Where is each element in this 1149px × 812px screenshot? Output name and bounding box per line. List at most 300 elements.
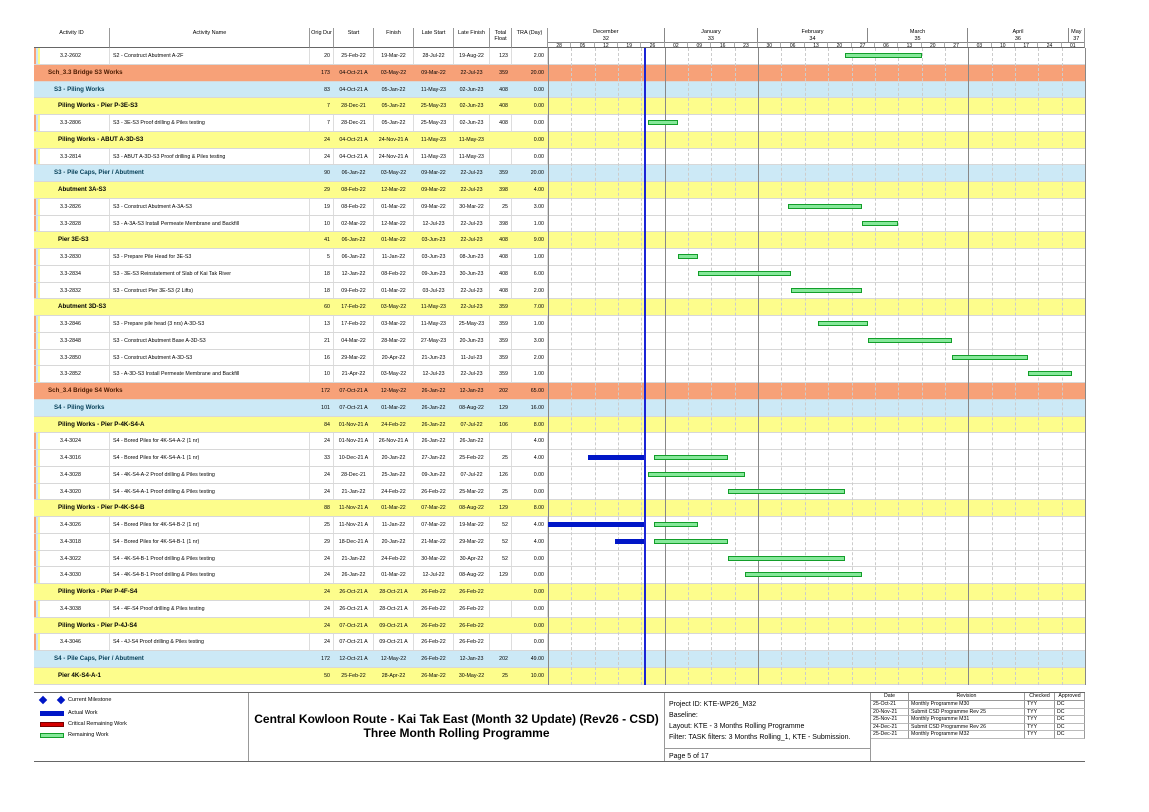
milestone-diamond-icon xyxy=(40,697,64,703)
cell-lf: 19-Mar-22 xyxy=(454,517,490,533)
legend-remaining-label: Remaining Work xyxy=(68,732,109,738)
col-header-total-float[interactable]: Total Float xyxy=(490,28,512,48)
cell-od: 24 xyxy=(310,484,334,500)
cell-tf xyxy=(490,618,512,634)
cell-od: 24 xyxy=(324,589,330,595)
baseline-label: Baseline: xyxy=(669,712,698,719)
cell-lf: 19-Aug-22 xyxy=(454,48,490,64)
cell-id: 3.4-3026 xyxy=(34,517,110,533)
timescale-header xyxy=(548,28,1085,48)
cell-tf: 126 xyxy=(490,467,512,483)
cell-tra: 0.00 xyxy=(512,149,548,165)
col-header-late-finish[interactable]: Late Finish xyxy=(454,28,490,48)
cell-tra: 4.00 xyxy=(533,187,544,193)
wbs-group-row[interactable] xyxy=(34,299,1085,316)
cell-od: 41 xyxy=(324,237,330,244)
cell-st: 06-Jan-22 xyxy=(341,237,366,244)
wbs-group-row[interactable] xyxy=(34,82,1085,99)
cell-st: 02-Mar-22 xyxy=(334,216,374,232)
cell-lf: 22-Jul-23 xyxy=(460,69,483,76)
cell-lf: 11-Jul-23 xyxy=(454,350,490,366)
cell-lf: 30-Jun-23 xyxy=(454,266,490,282)
cell-tf: 202 xyxy=(499,656,508,662)
timescale-week: 17 xyxy=(1015,42,1038,48)
activity-row[interactable] xyxy=(34,283,1085,300)
cell-tf xyxy=(490,433,512,449)
cell-tra: 4.00 xyxy=(512,534,548,550)
timescale-week: 02 xyxy=(665,42,688,48)
revision-cell-date: 25-Nov-21 xyxy=(871,716,909,724)
cell-name: S3 - A-3D-S3 Install Permeate Membrane and Backfill xyxy=(110,366,310,382)
cell-name: Piling Works - Pier P-4K-S4-B xyxy=(58,504,145,512)
activity-row[interactable] xyxy=(34,601,1085,618)
cell-id: 3.3-2828 xyxy=(34,216,110,232)
wbs-group-row[interactable] xyxy=(34,618,1085,635)
activity-row[interactable] xyxy=(34,316,1085,333)
timescale-week: 01 xyxy=(1062,42,1085,48)
cell-tf: 52 xyxy=(490,534,512,550)
cell-st: 17-Feb-22 xyxy=(341,304,366,311)
wbs-group-row[interactable] xyxy=(34,65,1085,82)
wbs-group-row[interactable] xyxy=(34,417,1085,434)
activity-row[interactable] xyxy=(34,450,1085,467)
revision-cell-checked: TYY xyxy=(1025,731,1055,739)
wbs-group-row[interactable] xyxy=(34,400,1085,417)
timescale-week: 28 xyxy=(548,42,571,48)
cell-ls: 12-Jul-23 xyxy=(414,366,454,382)
cell-tra: 9.00 xyxy=(533,237,544,244)
cell-od: 24 xyxy=(310,467,334,483)
cell-st: 11-Nov-21 A xyxy=(338,505,369,512)
cell-fi: 25-Jan-22 xyxy=(374,467,414,483)
cell-tra: 1.00 xyxy=(512,366,548,382)
activity-row[interactable] xyxy=(34,366,1085,383)
cell-od: 7 xyxy=(327,103,330,110)
cell-tra: 10.00 xyxy=(530,672,544,679)
layout-label: Layout: KTE - 3 Months Rolling Programme xyxy=(669,723,805,730)
cell-ls: 30-Mar-22 xyxy=(414,551,454,567)
cell-ls: 25-May-23 xyxy=(420,103,447,110)
cell-lf: 22-Jul-23 xyxy=(454,366,490,382)
cell-st: 28-Dec-21 xyxy=(334,467,374,483)
cell-fi: 01-Mar-22 xyxy=(381,505,406,512)
cell-od: 25 xyxy=(310,517,334,533)
cell-tra: 0.00 xyxy=(533,622,544,629)
cell-tf: 25 xyxy=(490,450,512,466)
cell-st: 21-Apr-22 xyxy=(334,366,374,382)
cell-od: 24 xyxy=(310,567,334,583)
cell-fi: 26-Nov-21 A xyxy=(374,433,414,449)
wbs-group-row[interactable] xyxy=(34,500,1085,517)
cell-name: S4 - Pile Caps, Pier / Abutment xyxy=(54,655,144,662)
cell-fi: 01-Mar-22 xyxy=(374,567,414,583)
cell-ls: 28-Jul-22 xyxy=(414,48,454,64)
cell-tf: 25 xyxy=(502,672,508,679)
cell-name: S3 - Construct Abutment A-3A-S3 xyxy=(110,199,310,215)
cell-lf: 22-Jul-23 xyxy=(460,237,483,244)
activity-row[interactable] xyxy=(34,249,1085,266)
timescale-month: March 35 xyxy=(868,28,968,42)
cell-tf: 25 xyxy=(490,199,512,215)
cell-ls: 21-Jun-23 xyxy=(414,350,454,366)
cell-tra: 0.00 xyxy=(512,551,548,567)
cell-ls: 25-May-23 xyxy=(414,115,454,131)
wbs-group-row[interactable] xyxy=(34,98,1085,115)
cell-tf xyxy=(490,584,512,600)
cell-lf: 12-Jan-23 xyxy=(459,388,484,394)
cell-tra: 16.00 xyxy=(530,404,544,411)
filter-label: Filter: TASK filters: 3 Months Rolling_1, KTE - Submission. xyxy=(669,734,851,741)
cell-tra: 0.00 xyxy=(533,86,544,93)
cell-id: 3.4-3024 xyxy=(34,433,110,449)
activity-row[interactable] xyxy=(34,567,1085,584)
legend-milestone-label: Current Milestone xyxy=(68,697,112,703)
cell-st: 04-Oct-21 A xyxy=(334,149,374,165)
cell-od: 10 xyxy=(310,366,334,382)
revision-header-rev: Revision xyxy=(909,693,1025,701)
wbs-group-row[interactable] xyxy=(34,232,1085,249)
cell-fi: 03-Mar-22 xyxy=(374,316,414,332)
timescale-week: 10 xyxy=(992,42,1015,48)
wbs-group-row[interactable] xyxy=(34,165,1085,182)
cell-fi: 24-Nov-21 A xyxy=(374,149,414,165)
cell-tra: 8.00 xyxy=(533,421,544,428)
cell-ls: 12-Jul-22 xyxy=(414,567,454,583)
cell-od: 21 xyxy=(310,333,334,349)
cell-tf: 106 xyxy=(499,421,508,428)
cell-ls: 26-Jan-22 xyxy=(414,433,454,449)
cell-od: 101 xyxy=(321,404,330,411)
cell-st: 07-Oct-21 A xyxy=(339,388,368,394)
cell-tra: 2.00 xyxy=(512,283,548,299)
cell-fi: 24-Feb-22 xyxy=(381,421,406,428)
col-header-activity-id[interactable]: Activity ID xyxy=(34,28,110,48)
cell-lf: 26-Feb-22 xyxy=(459,589,484,595)
cell-st: 07-Oct-21 A xyxy=(334,634,374,650)
cell-ls: 26-Jan-22 xyxy=(421,404,446,411)
cell-name: S3 - 3E-S3 Reinstatement of Slab of Kai Tak River xyxy=(110,266,310,282)
cell-lf: 30-Mar-22 xyxy=(454,199,490,215)
activity-row[interactable] xyxy=(34,333,1085,350)
revision-header-checked: Checked xyxy=(1025,693,1055,701)
cell-tf: 359 xyxy=(490,366,512,382)
cell-fi: 01-Mar-22 xyxy=(381,237,406,244)
cell-name: S3 - ABUT A-3D-S3 Proof drilling & Piles testing xyxy=(110,149,310,165)
cell-fi: 28-Apr-22 xyxy=(381,672,406,679)
cell-ls: 26-Feb-22 xyxy=(414,634,454,650)
activity-row[interactable] xyxy=(34,634,1085,651)
cell-tf: 129 xyxy=(499,404,508,411)
cell-fi: 05-Jan-22 xyxy=(381,103,406,110)
cell-name: S4 - 4J-S4 Proof drilling & Piles testing xyxy=(110,634,310,650)
cell-od: 24 xyxy=(310,433,334,449)
legend-actual xyxy=(40,710,98,716)
cell-name: Abutment 3A-S3 xyxy=(58,186,107,193)
cell-tra: 6.00 xyxy=(512,266,548,282)
activity-row[interactable] xyxy=(34,216,1085,233)
cell-tf: 129 xyxy=(490,567,512,583)
col-header-orig-dur[interactable]: Orig Dur xyxy=(310,28,334,48)
activity-row[interactable] xyxy=(34,266,1085,283)
activity-row[interactable] xyxy=(34,517,1085,534)
cell-fi: 09-Oct-21 A xyxy=(379,622,408,629)
cell-name: S4 - Piling Works xyxy=(54,403,105,411)
cell-id: 3.3-2806 xyxy=(34,115,110,131)
cell-lf: 22-Jul-23 xyxy=(454,283,490,299)
cell-lf: 29-Mar-22 xyxy=(454,534,490,550)
revision-cell-approved: DC xyxy=(1055,701,1085,709)
revision-cell-approved: DC xyxy=(1055,731,1085,739)
wbs-group-row[interactable] xyxy=(34,182,1085,199)
cell-od: 90 xyxy=(324,170,330,177)
cell-tf: 359 xyxy=(499,69,508,76)
col-header-late-start[interactable]: Late Start xyxy=(414,28,454,48)
activity-row[interactable] xyxy=(34,48,1085,65)
cell-id: 3.4-3030 xyxy=(34,567,110,583)
timescale-week: 27 xyxy=(852,42,875,48)
cell-name: S4 - 4K-S4-A-2 Proof drilling & Piles testing xyxy=(110,467,310,483)
cell-name: Piling Works - Pier P-3E-S3 xyxy=(58,102,138,110)
cell-lf: 02-Jun-23 xyxy=(454,115,490,131)
revision-cell-approved: DC xyxy=(1055,716,1085,724)
cell-id: 3.4-3016 xyxy=(34,450,110,466)
revision-cell-checked: TYY xyxy=(1025,701,1055,709)
cell-od: 10 xyxy=(310,216,334,232)
cell-id: 3.3-2848 xyxy=(34,333,110,349)
cell-lf: 12-Jan-23 xyxy=(459,656,484,662)
activity-row[interactable] xyxy=(34,149,1085,166)
cell-lf: 08-Aug-22 xyxy=(459,505,484,512)
cell-name: S4 - Bored Piles for 4K-S4-B-2 (1 nr) xyxy=(110,517,310,533)
cell-name: S3 - Construct Pier 3E-S3 (2 Lifts) xyxy=(110,283,310,299)
cell-st: 26-Jan-22 xyxy=(334,567,374,583)
cell-name: S4 - Bored Piles for 4K-S4-A-2 (1 nr) xyxy=(110,433,310,449)
cell-od: 172 xyxy=(321,388,330,394)
cell-lf: 22-Jul-23 xyxy=(460,304,483,311)
cell-fi: 03-May-22 xyxy=(380,170,407,177)
cell-st: 04-Oct-21 A xyxy=(339,69,368,76)
cell-od: 13 xyxy=(310,316,334,332)
cell-id: 3.3-2814 xyxy=(34,149,110,165)
cell-name: S4 - Bored Piles for 4K-S4-B-1 (1 nr) xyxy=(110,534,310,550)
cell-st: 04-Oct-21 A xyxy=(339,136,368,143)
timescale-week: 06 xyxy=(781,42,804,48)
cell-tra: 3.00 xyxy=(512,199,548,215)
cell-fi: 03-May-22 xyxy=(380,69,407,76)
cell-tf xyxy=(490,149,512,165)
activity-row[interactable] xyxy=(34,350,1085,367)
cell-lf: 26-Feb-22 xyxy=(454,601,490,617)
cell-tf: 52 xyxy=(490,551,512,567)
timescale-week: 26 xyxy=(641,42,664,48)
cell-fi: 01-Mar-22 xyxy=(381,404,406,411)
cell-name: Piling Works - Pier P-4J-S4 xyxy=(58,621,137,629)
cell-name: S3 - Construct Abutment Base A-3D-S3 xyxy=(110,333,310,349)
col-header-start[interactable]: Start xyxy=(334,28,374,48)
cell-name: Abutment 3D-S3 xyxy=(58,303,107,311)
cell-tf: 52 xyxy=(490,517,512,533)
cell-od: 88 xyxy=(324,505,330,512)
cell-tf: 359 xyxy=(490,333,512,349)
cell-ls: 11-May-23 xyxy=(421,86,446,93)
cell-ls: 27-Jan-22 xyxy=(414,450,454,466)
activity-row[interactable] xyxy=(34,467,1085,484)
cell-tra: 20.00 xyxy=(530,170,544,177)
cell-ls: 11-May-23 xyxy=(414,316,454,332)
cell-od: 5 xyxy=(310,249,334,265)
cell-tra: 0.00 xyxy=(512,567,548,583)
col-header-finish[interactable]: Finish xyxy=(374,28,414,48)
activity-row[interactable] xyxy=(34,551,1085,568)
cell-od: 24 xyxy=(310,601,334,617)
cell-lf: 26-Feb-22 xyxy=(459,622,484,629)
cell-tra: 0.00 xyxy=(512,634,548,650)
revision-cell-date: 24-Dec-21 xyxy=(871,724,909,732)
cell-st: 12-Oct-21 A xyxy=(339,656,368,662)
cell-fi: 24-Feb-22 xyxy=(374,551,414,567)
cell-od: 29 xyxy=(310,534,334,550)
legend-actual-label: Actual Work xyxy=(68,710,98,716)
cell-fi: 12-Mar-22 xyxy=(381,187,406,193)
cell-fi: 05-Jan-22 xyxy=(381,86,406,93)
cell-fi: 28-Mar-22 xyxy=(374,333,414,349)
cell-tra: 0.00 xyxy=(512,601,548,617)
timescale-month: December 32 xyxy=(548,28,665,42)
cell-tra: 4.00 xyxy=(512,450,548,466)
cell-st: 21-Jan-22 xyxy=(334,551,374,567)
wbs-group-row[interactable] xyxy=(34,383,1085,400)
cell-fi: 24-Nov-21 A xyxy=(378,136,409,143)
cell-lf: 25-Feb-22 xyxy=(454,450,490,466)
cell-od: 29 xyxy=(324,187,330,193)
cell-id: 3.3-2850 xyxy=(34,350,110,366)
cell-ls: 09-Jun-23 xyxy=(414,266,454,282)
cell-ls: 09-Mar-22 xyxy=(421,187,446,193)
legend-critical-label: Critical Remaining Work xyxy=(68,721,127,727)
legend-critical xyxy=(40,721,127,727)
legend-box xyxy=(34,693,249,761)
revision-header-approved: Approved xyxy=(1055,693,1085,701)
cell-od: 83 xyxy=(324,86,330,93)
cell-name: Pier 4K-S4-A-1 xyxy=(58,671,101,679)
cell-od: 33 xyxy=(310,450,334,466)
cell-tra: 65.00 xyxy=(530,388,544,394)
cell-lf: 22-Jul-23 xyxy=(460,170,483,177)
cell-id: 3.4-3028 xyxy=(34,467,110,483)
cell-tra: 2.00 xyxy=(512,48,548,64)
cell-tf xyxy=(490,601,512,617)
cell-id: 3.4-3038 xyxy=(34,601,110,617)
revision-cell-rev: Monthly Programme M31 xyxy=(909,716,1025,724)
wbs-group-row[interactable] xyxy=(34,668,1085,685)
col-header-activity-name[interactable]: Activity Name xyxy=(110,28,310,48)
activity-row[interactable] xyxy=(34,484,1085,501)
cell-ls: 26-Feb-22 xyxy=(414,484,454,500)
cell-lf: 11-May-23 xyxy=(459,136,484,143)
cell-id: 3.3-2834 xyxy=(34,266,110,282)
report-footer xyxy=(34,692,1085,762)
cell-tf: 359 xyxy=(499,304,508,311)
cell-lf: 20-Jun-23 xyxy=(454,333,490,349)
cell-lf: 08-Aug-22 xyxy=(459,404,484,411)
cell-tf: 408 xyxy=(490,249,512,265)
col-header-tra[interactable]: TRA (Day) xyxy=(512,28,548,48)
wbs-group-row[interactable] xyxy=(34,584,1085,601)
cell-fi: 28-Oct-21 A xyxy=(379,589,408,595)
cell-tf: 398 xyxy=(499,187,508,193)
timescale-week: 19 xyxy=(618,42,641,48)
critical-work-swatch xyxy=(40,722,64,727)
project-id: Project ID: KTE-WP26_M32 xyxy=(669,701,757,708)
cell-tf: 25 xyxy=(490,484,512,500)
timescale-week: 23 xyxy=(735,42,758,48)
activity-row[interactable] xyxy=(34,534,1085,551)
cell-name: Piling Works - ABUT A-3D-S3 xyxy=(58,135,144,143)
cell-tra: 1.00 xyxy=(512,316,548,332)
project-info-box xyxy=(665,693,871,761)
cell-fi: 28-Oct-21 A xyxy=(374,601,414,617)
wbs-group-row[interactable] xyxy=(34,651,1085,668)
timescale-week: 09 xyxy=(688,42,711,48)
report-title: Central Kowloon Route - Kai Tak East (Month 32 Update) (Rev26 - CSD) xyxy=(254,712,659,726)
cell-lf: 08-Jun-23 xyxy=(454,249,490,265)
cell-tra: 7.00 xyxy=(533,304,544,311)
cell-fi: 11-Jan-22 xyxy=(374,249,414,265)
cell-tf: 359 xyxy=(490,350,512,366)
cell-od: 50 xyxy=(324,672,330,679)
cell-name: S4 - 4K-S4-B-1 Proof drilling & Piles testing xyxy=(110,567,310,583)
cell-ls: 07-Mar-22 xyxy=(421,505,446,512)
cell-tra: 0.00 xyxy=(512,484,548,500)
cell-name: S3 - A-3A-S3 Install Permeate Membrane and Backfill xyxy=(110,216,310,232)
cell-tf: 408 xyxy=(499,103,508,110)
timescale-week: 05 xyxy=(571,42,594,48)
timescale-month: February 34 xyxy=(758,28,868,42)
cell-tf: 398 xyxy=(490,216,512,232)
activity-row[interactable] xyxy=(34,199,1085,216)
timescale-week: 13 xyxy=(898,42,921,48)
revision-cell-approved: DC xyxy=(1055,709,1085,717)
cell-tra: 8.00 xyxy=(533,505,544,512)
timescale-week: 24 xyxy=(1038,42,1061,48)
activity-row[interactable] xyxy=(34,433,1085,450)
activity-row[interactable] xyxy=(34,115,1085,132)
cell-tra: 3.00 xyxy=(512,333,548,349)
wbs-group-row[interactable] xyxy=(34,132,1085,149)
cell-ls: 11-May-23 xyxy=(421,136,446,143)
cell-name: Piling Works - Pier P-4F-S4 xyxy=(58,588,138,595)
cell-fi: 01-Mar-22 xyxy=(374,283,414,299)
cell-fi: 19-Mar-22 xyxy=(374,48,414,64)
cell-od: 24 xyxy=(324,622,330,629)
cell-st: 07-Oct-21 A xyxy=(339,404,368,411)
cell-st: 25-Feb-22 xyxy=(334,48,374,64)
timescale-week: 13 xyxy=(805,42,828,48)
cell-ls: 03-Jun-23 xyxy=(414,249,454,265)
cell-st: 08-Feb-22 xyxy=(341,187,366,193)
cell-st: 01-Nov-21 A xyxy=(334,433,374,449)
cell-name: S3 - 3E-S3 Proof drilling & Piles testing xyxy=(110,115,310,131)
cell-ls: 26-Feb-22 xyxy=(414,601,454,617)
revision-cell-date: 25-Oct-21 xyxy=(871,701,909,709)
revision-cell-date: 25-Dec-21 xyxy=(871,731,909,739)
cell-fi: 03-May-22 xyxy=(380,304,407,311)
cell-od: 19 xyxy=(310,199,334,215)
cell-id: 3.3-2826 xyxy=(34,199,110,215)
timescale-week: 20 xyxy=(828,42,851,48)
cell-od: 20 xyxy=(310,48,334,64)
timescale-week: 12 xyxy=(595,42,618,48)
